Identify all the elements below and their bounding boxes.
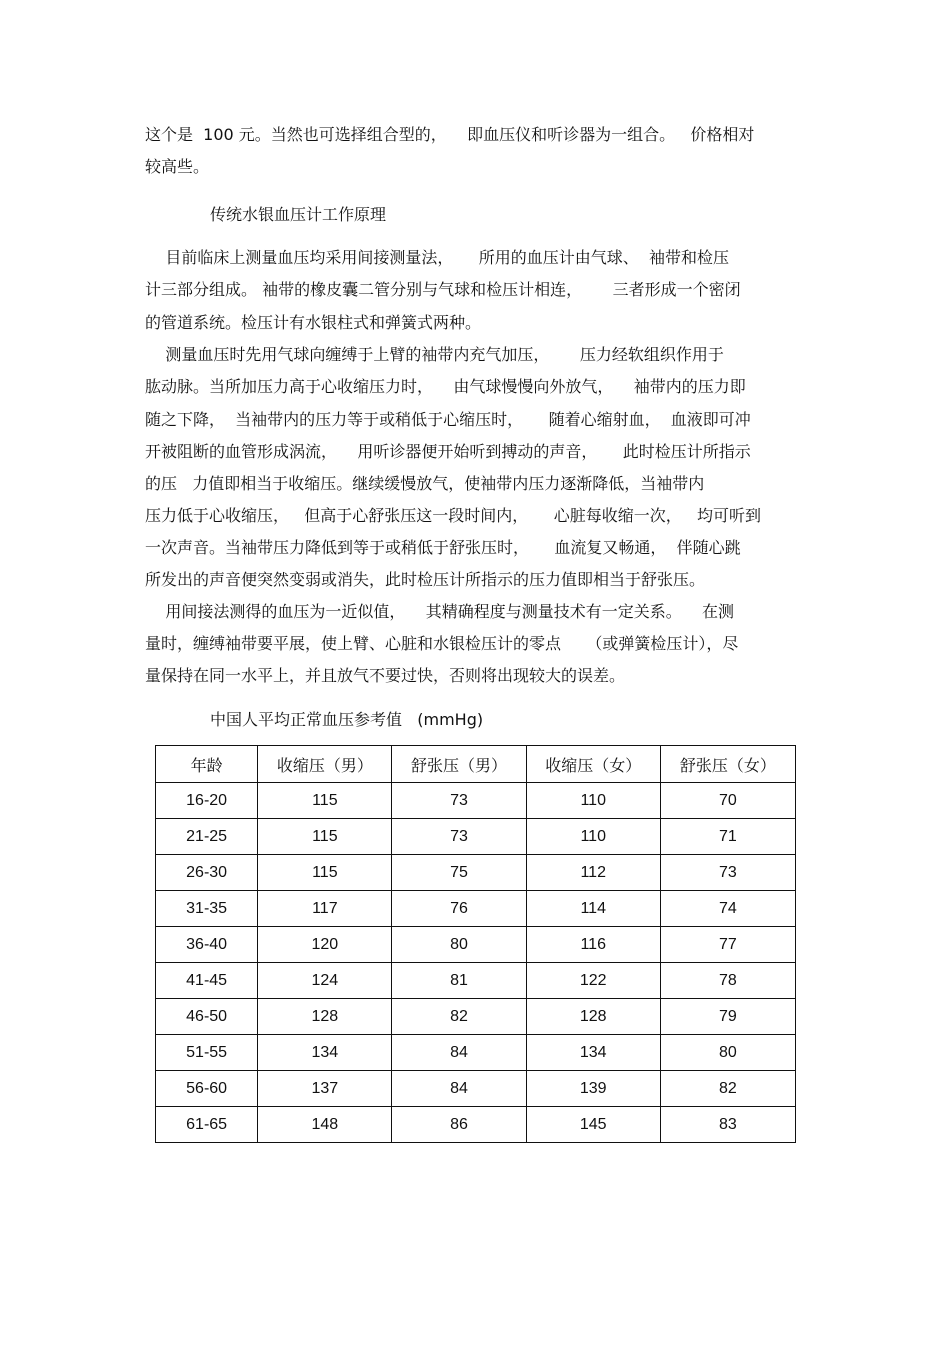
section-title: 传统水银血压计工作原理 [210, 205, 387, 224]
table-row [156, 783, 796, 819]
p2-line-6: 压力低于心收缩压， 但高于心舒张压这一段时间内， 心脏每收缩一次， 均可听到 [145, 506, 761, 525]
cell-diastolic-female: 83 [660, 1107, 795, 1143]
table-row [156, 855, 796, 891]
cell-systolic-male: 124 [258, 963, 392, 999]
table-row [156, 963, 796, 999]
cell-age: 51-55 [156, 1035, 258, 1071]
p2-line-4: 开被阻断的血管形成涡流， 用听诊器便开始听到搏动的声音， 此时检压计所指示 [145, 442, 751, 461]
table-row [156, 819, 796, 855]
header-systolic-male: 收缩压（男） [258, 746, 392, 783]
cell-diastolic-male: 80 [392, 927, 526, 963]
cell-systolic-female: 139 [526, 1071, 660, 1107]
cell-systolic-male: 128 [258, 999, 392, 1035]
cell-age: 56-60 [156, 1071, 258, 1107]
cell-systolic-female: 110 [526, 819, 660, 855]
cell-diastolic-female: 79 [660, 999, 795, 1035]
p2-line-7: 一次声音。当袖带压力降低到等于或稍低于舒张压时， 血流复又畅通， 伴随心跳 [145, 538, 741, 557]
cell-systolic-male: 137 [258, 1071, 392, 1107]
cell-diastolic-male: 76 [392, 891, 526, 927]
cell-systolic-female: 145 [526, 1107, 660, 1143]
cell-systolic-male: 148 [258, 1107, 392, 1143]
header-systolic-female: 收缩压（女） [526, 746, 660, 783]
cell-systolic-female: 116 [526, 927, 660, 963]
cell-diastolic-male: 86 [392, 1107, 526, 1143]
table-row [156, 891, 796, 927]
cell-diastolic-male: 84 [392, 1071, 526, 1107]
cell-systolic-female: 114 [526, 891, 660, 927]
cell-diastolic-male: 73 [392, 819, 526, 855]
blood-pressure-table [155, 745, 796, 1143]
cell-age: 41-45 [156, 963, 258, 999]
cell-diastolic-female: 70 [660, 783, 795, 819]
table-title: 中国人平均正常血压参考值 (mmHg) [210, 710, 484, 729]
p2-line-5: 的压 力值即相当于收缩压。继续缓慢放气，使袖带内压力逐渐降低，当袖带内 [145, 474, 705, 493]
cell-diastolic-female: 78 [660, 963, 795, 999]
cell-diastolic-female: 80 [660, 1035, 795, 1071]
cell-age: 46-50 [156, 999, 258, 1035]
cell-diastolic-female: 77 [660, 927, 795, 963]
header-diastolic-male: 舒张压（男） [392, 746, 526, 783]
cell-systolic-male: 115 [258, 819, 392, 855]
cell-systolic-female: 110 [526, 783, 660, 819]
cell-systolic-female: 134 [526, 1035, 660, 1071]
cell-systolic-male: 120 [258, 927, 392, 963]
p1-line-2: 计三部分组成。 袖带的橡皮囊二管分别与气球和检压计相连， 三者形成一个密闭 [145, 280, 741, 299]
cell-systolic-male: 117 [258, 891, 392, 927]
table-row [156, 927, 796, 963]
cell-systolic-male: 115 [258, 855, 392, 891]
cell-diastolic-male: 81 [392, 963, 526, 999]
cell-diastolic-female: 73 [660, 855, 795, 891]
cell-age: 26-30 [156, 855, 258, 891]
table-row [156, 1071, 796, 1107]
cell-diastolic-female: 74 [660, 891, 795, 927]
cell-systolic-female: 128 [526, 999, 660, 1035]
cell-systolic-female: 122 [526, 963, 660, 999]
cell-diastolic-male: 75 [392, 855, 526, 891]
intro-line-1: 这个是 100 元。当然也可选择组合型的， 即血压仪和听诊器为一组合。 价格相对 [145, 125, 755, 144]
cell-age: 61-65 [156, 1107, 258, 1143]
p2-line-8: 所发出的声音便突然变弱或消失，此时检压计所指示的压力值即相当于舒张压。 [145, 570, 706, 589]
cell-diastolic-male: 73 [392, 783, 526, 819]
table-header-row [156, 746, 796, 783]
cell-diastolic-female: 82 [660, 1071, 795, 1107]
p1-line-3: 的管道系统。检压计有水银柱式和弹簧式两种。 [145, 313, 482, 332]
p3-line-1: 用间接法测得的血压为一近似值， 其精确程度与测量技术有一定关系。 在测 [145, 602, 735, 621]
cell-diastolic-male: 84 [392, 1035, 526, 1071]
table-row [156, 1107, 796, 1143]
cell-systolic-female: 112 [526, 855, 660, 891]
cell-systolic-male: 134 [258, 1035, 392, 1071]
cell-diastolic-female: 71 [660, 819, 795, 855]
cell-age: 21-25 [156, 819, 258, 855]
cell-age: 36-40 [156, 927, 258, 963]
cell-age: 16-20 [156, 783, 258, 819]
cell-diastolic-male: 82 [392, 999, 526, 1035]
table-row [156, 999, 796, 1035]
p3-line-2: 量时，缠缚袖带要平展，使上臂、心脏和水银检压计的零点 （或弹簧检压计），尽 [145, 634, 739, 653]
table-row [156, 1035, 796, 1071]
header-diastolic-female: 舒张压（女） [660, 746, 795, 783]
p2-line-2: 肱动脉。当所加压力高于心收缩压力时， 由气球慢慢向外放气， 袖带内的压力即 [145, 377, 746, 396]
p2-line-3: 随之下降， 当袖带内的压力等于或稍低于心缩压时， 随着心缩射血， 血液即可冲 [145, 410, 751, 429]
cell-systolic-male: 115 [258, 783, 392, 819]
header-age: 年龄 [156, 746, 258, 783]
intro-line-2: 较高些。 [145, 157, 210, 176]
p1-line-1: 目前临床上测量血压均采用间接测量法， 所用的血压计由气球、 袖带和检压 [145, 248, 729, 267]
p2-line-1: 测量血压时先用气球向缠缚于上臂的袖带内充气加压， 压力经软组织作用于 [145, 345, 724, 364]
cell-age: 31-35 [156, 891, 258, 927]
p3-line-3: 量保持在同一水平上，并且放气不要过快，否则将出现较大的误差。 [145, 666, 626, 685]
